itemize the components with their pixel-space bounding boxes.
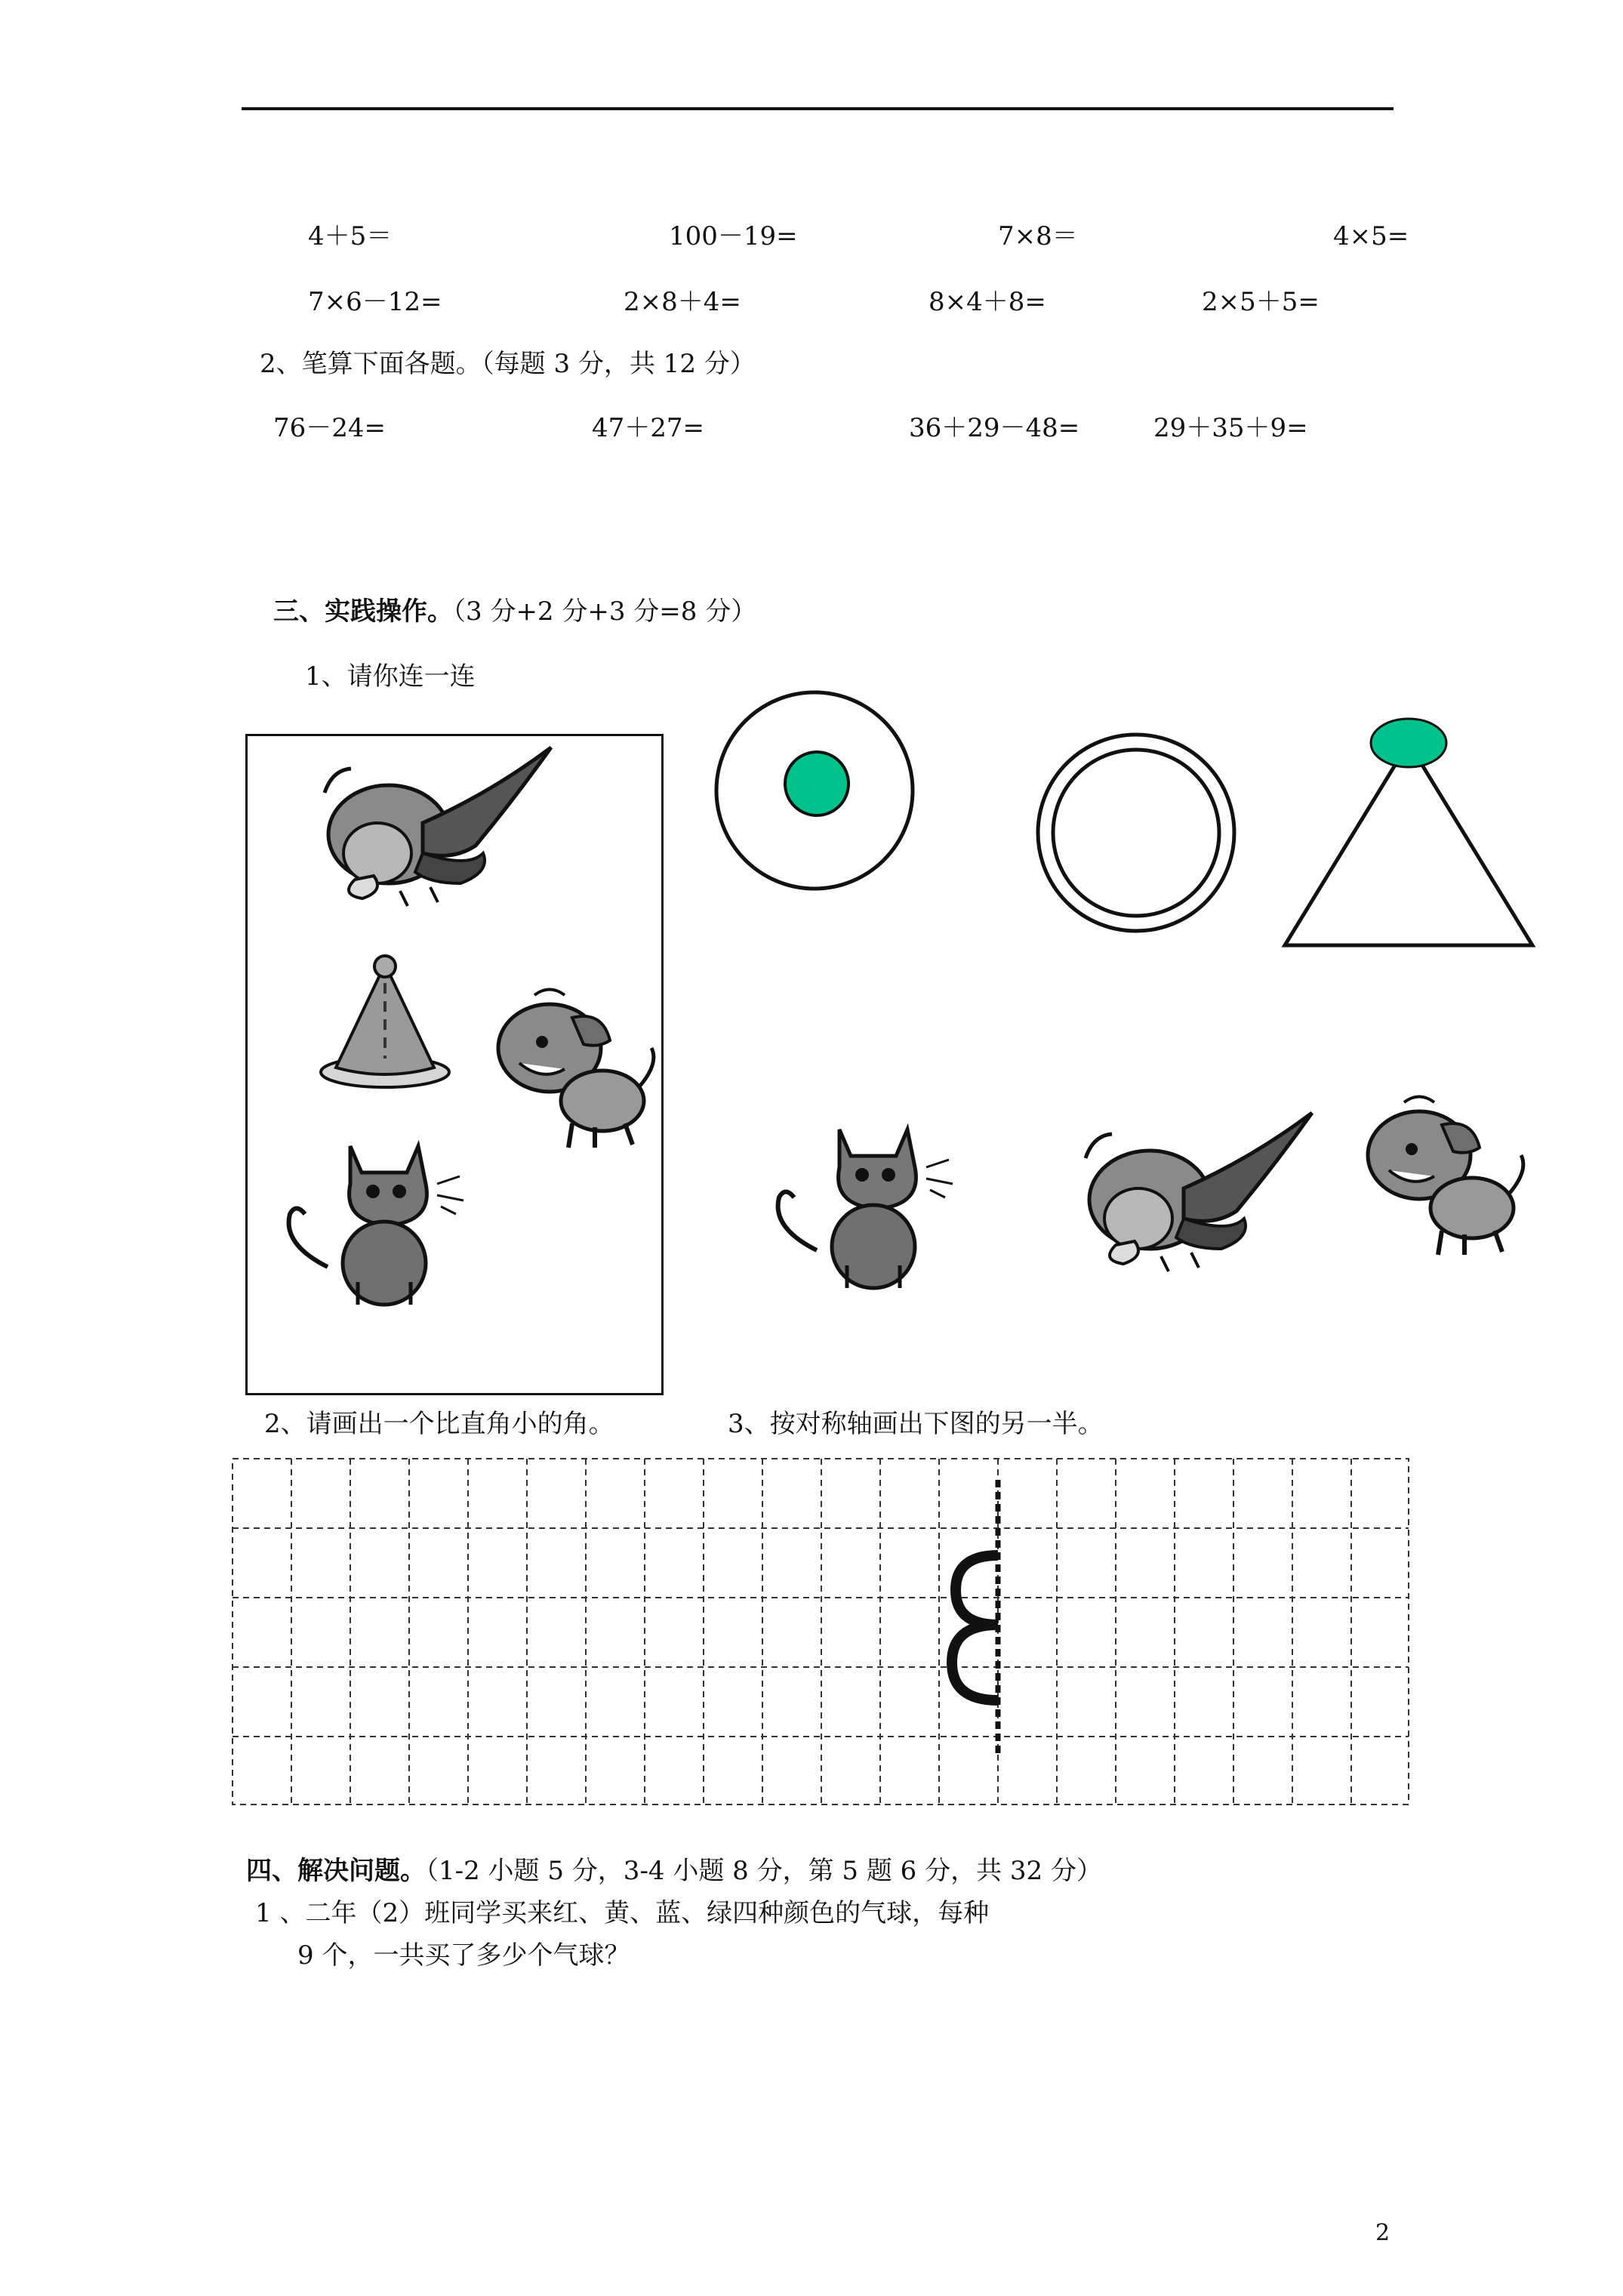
concentric-circles-icon — [713, 689, 916, 892]
calc-item: 100－19= — [669, 221, 798, 251]
calc-item: 4×5= — [1333, 221, 1409, 251]
kitten-icon — [764, 1114, 968, 1296]
section-heading — [246, 1856, 1102, 1886]
puppy-icon — [1359, 1080, 1532, 1261]
question-title: 2、请画出一个比直角小的角。 — [264, 1409, 614, 1439]
half-figure-upper — [956, 1555, 998, 1625]
dotted-grid — [231, 1457, 1410, 1806]
section-title: 三、实践操作。 — [273, 596, 453, 627]
triangle-icon — [1280, 713, 1537, 954]
page-number: 2 — [1375, 2220, 1390, 2246]
calc-item: 29＋35＋9= — [1153, 413, 1308, 443]
calc-item: 2×5＋5= — [1202, 287, 1320, 317]
word-problem: 9 个，一共买了多少个气球？ — [297, 1940, 630, 1971]
question-title: 1、请你连一连 — [305, 661, 476, 692]
kitten-icon — [275, 1131, 479, 1312]
animal-pecking-icon — [317, 740, 559, 921]
calc-item: 36＋29－48= — [909, 413, 1080, 443]
header-rule — [242, 107, 1394, 110]
puppy-icon — [489, 972, 663, 1154]
question-title: 2、笔算下面各题。（每题 3 分，共 12 分） — [260, 349, 756, 379]
question-title: 3、按对称轴画出下图的另一半。 — [728, 1409, 1104, 1439]
half-figure-lower — [952, 1625, 998, 1700]
cone-hat-icon — [313, 953, 457, 1096]
calc-item: 7×6－12= — [308, 287, 442, 317]
calc-item: 76－24= — [273, 413, 387, 443]
calc-item: 47＋27= — [592, 413, 705, 443]
word-problem: 1 、二年（2）班同学买来红、黄、蓝、绿四种颜色的气球，每种 — [255, 1898, 990, 1928]
calc-item: 7×8＝ — [998, 221, 1078, 251]
calc-item: 4＋5＝ — [308, 221, 393, 251]
section-score: （3 分+2 分+3 分=8 分） — [453, 596, 757, 627]
section-score: （1-2 小题 5 分，3-4 小题 8 分，第 5 题 6 分，共 32 分） — [426, 1856, 1102, 1886]
ring-icon — [1034, 731, 1238, 935]
calc-item: 8×4＋8= — [929, 287, 1046, 317]
section-title: 四、解决问题。 — [246, 1856, 426, 1886]
animal-pecking-icon — [1078, 1105, 1320, 1287]
section-heading — [273, 596, 756, 627]
calc-item: 2×8＋4= — [624, 287, 741, 317]
